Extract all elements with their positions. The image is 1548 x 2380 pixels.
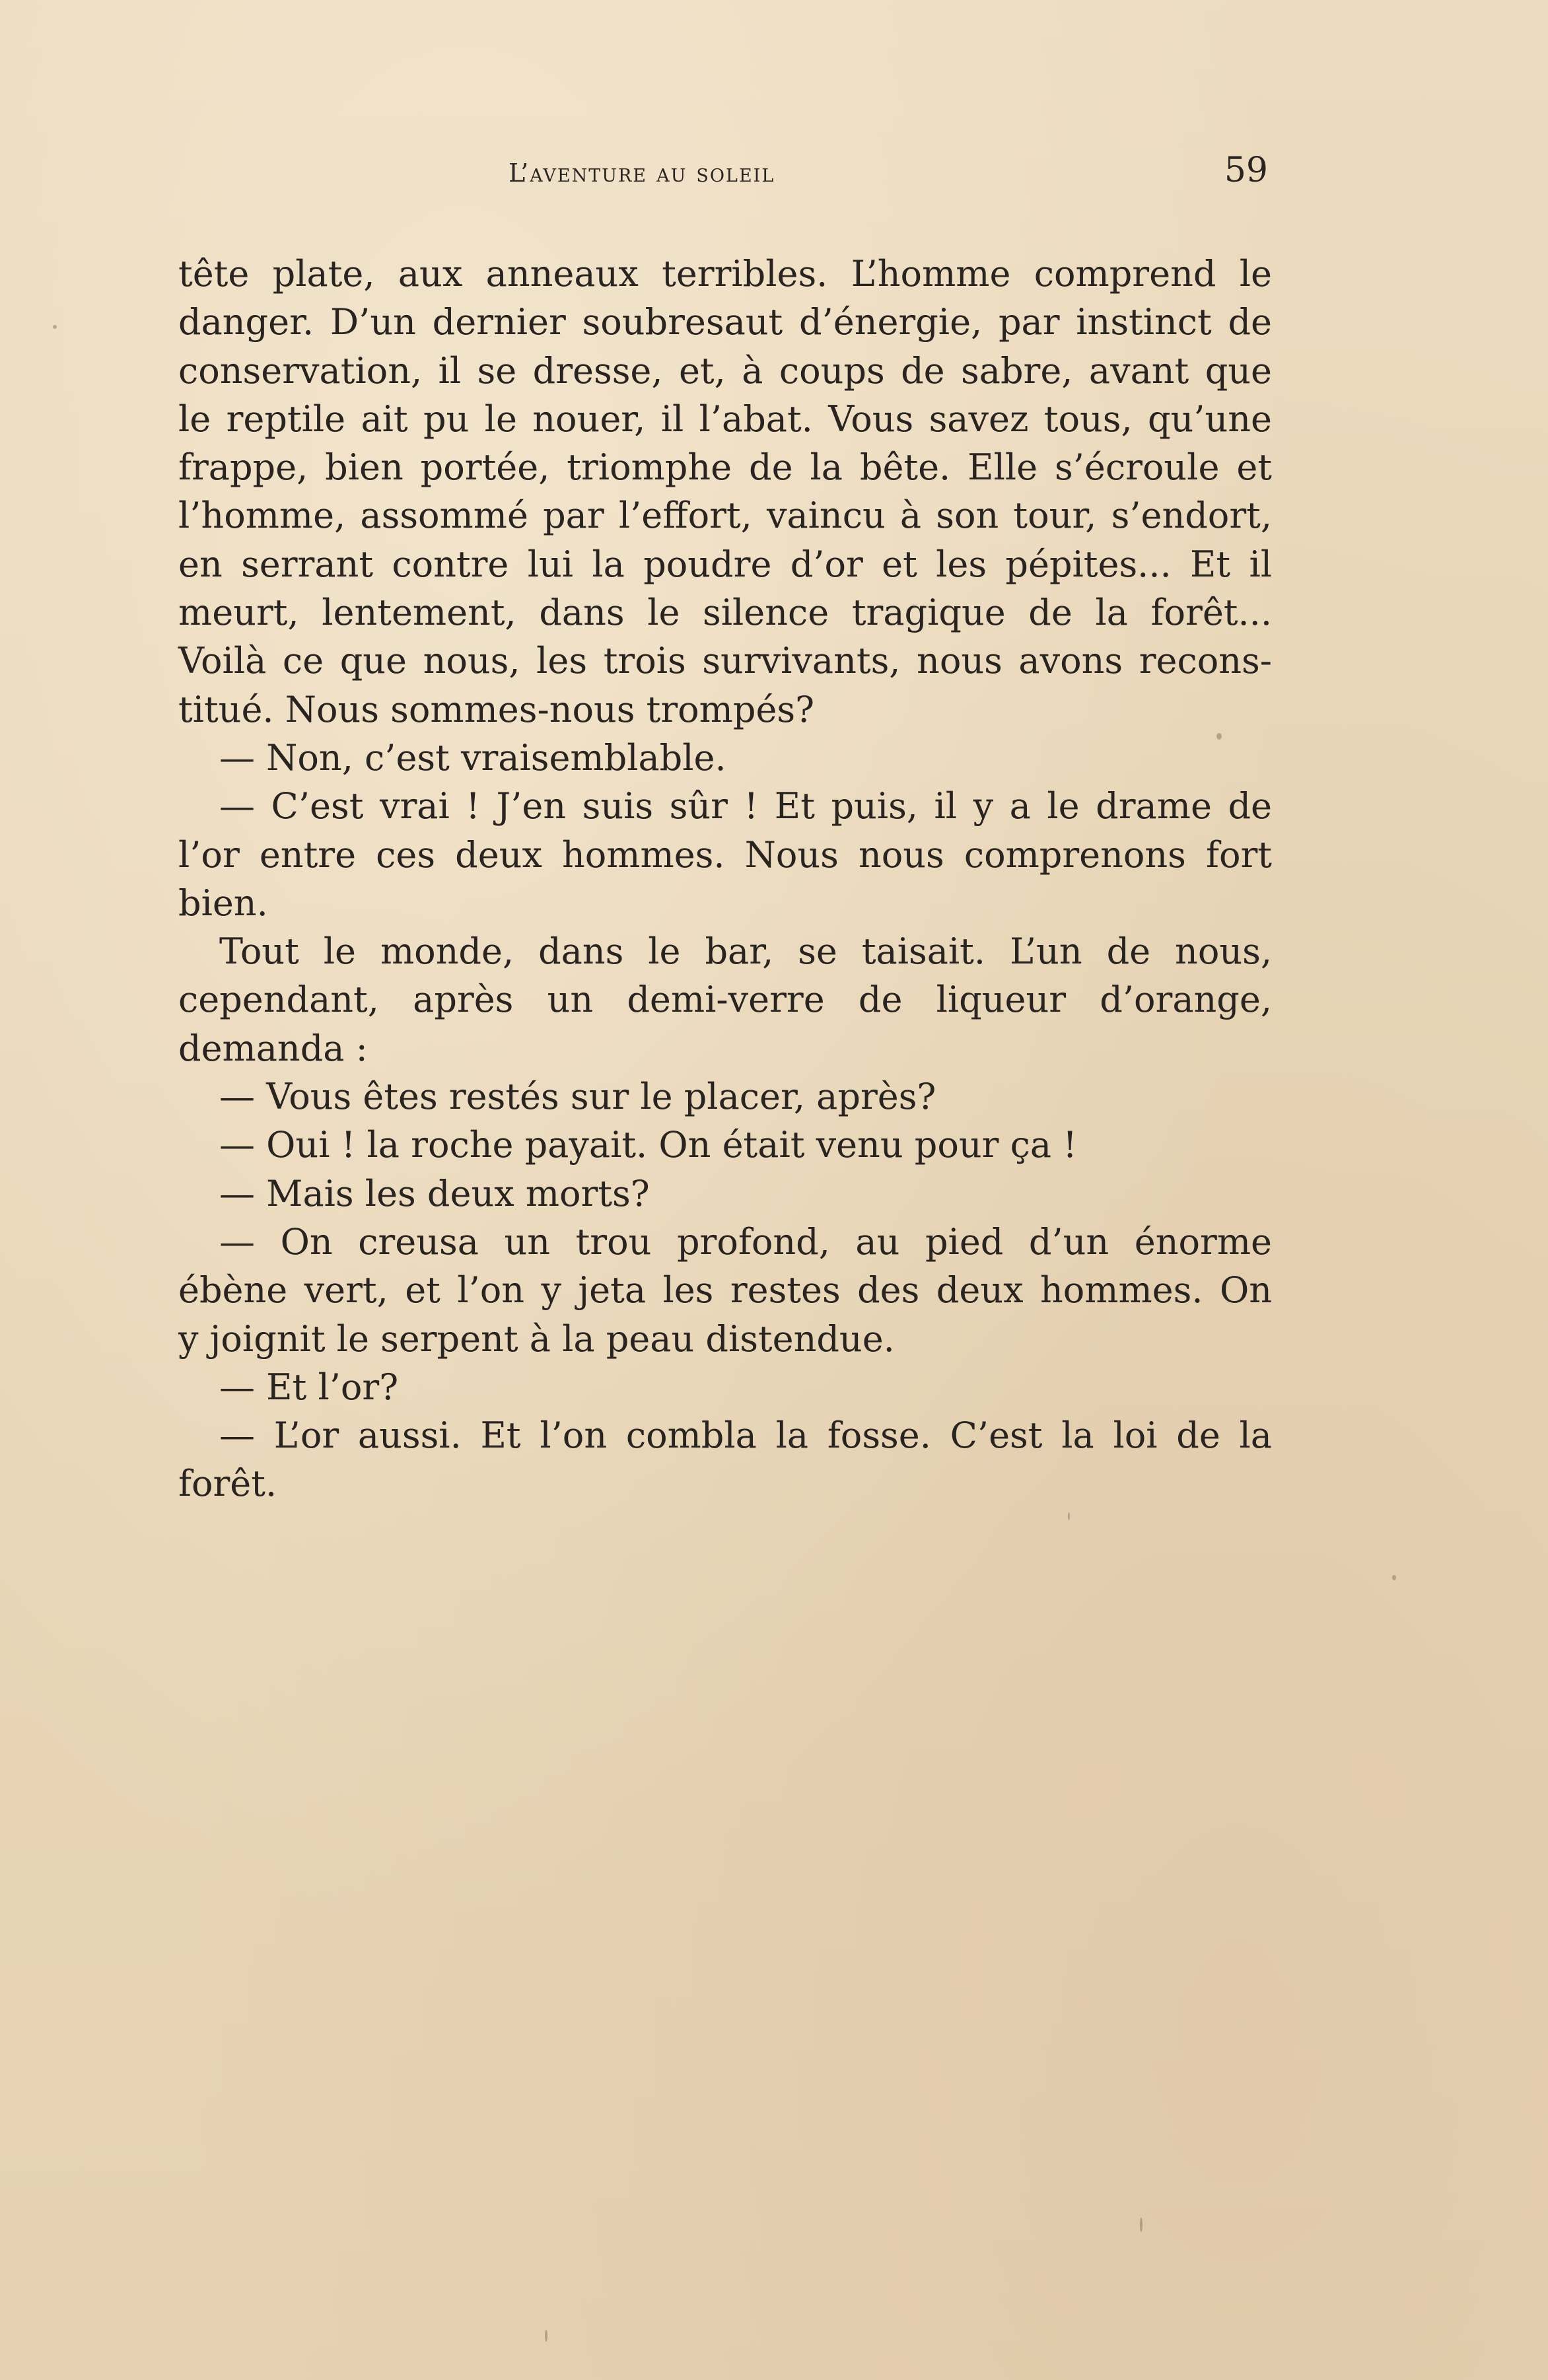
- text-line: l’or entre ces deux hommes. Nous nous comprenons fort: [178, 833, 1272, 876]
- paper-speck: [1392, 1575, 1396, 1580]
- dialogue-line: — Mais les deux morts?: [219, 1172, 650, 1214]
- page-number: 59: [1224, 151, 1268, 190]
- paper-speck: [53, 325, 57, 329]
- text-line: danger. D’un dernier soubresaut d’énergie, par instinct de: [178, 301, 1272, 343]
- paragraph-first-line: Tout le monde, dans le bar, se taisait. L’un de nous,: [219, 930, 1272, 973]
- text-line: l’homme, assommé par l’effort, vaincu à son tour, s’endort,: [178, 495, 1272, 537]
- dialogue-line: — C’est vrai ! J’en suis sûr ! Et puis, il y a le drame de: [219, 785, 1272, 827]
- dialogue-line: — On creusa un trou profond, au pied d’un énorme: [219, 1220, 1272, 1263]
- text-line: Voilà ce que nous, les trois survivants, nous avons recons-: [178, 640, 1272, 682]
- dialogue-line: — Vous êtes restés sur le placer, après?: [219, 1076, 936, 1118]
- dialogue-line: — Et l’or?: [219, 1366, 399, 1408]
- text-line: demanda :: [178, 1027, 368, 1069]
- text-line: frappe, bien portée, triomphe de la bête. Elle s’écroule et: [178, 446, 1272, 489]
- dialogue-line: — Oui ! la roche payait. On était venu pour ça !: [219, 1124, 1077, 1166]
- dialogue-line: — L’or aussi. Et l’on combla la fosse. C’est la loi de la: [219, 1415, 1272, 1457]
- paper-speck: [1068, 1512, 1070, 1520]
- paper-speck: [1216, 733, 1222, 740]
- running-title: L’aventure au soleil: [509, 158, 775, 188]
- text-line: titué. Nous sommes-nous trompés?: [178, 688, 815, 730]
- text-line: y joignit le serpent à la peau distendue.: [178, 1317, 895, 1360]
- page-header: [178, 151, 1268, 197]
- text-line: forêt.: [178, 1463, 277, 1505]
- body-text: [178, 250, 1272, 1508]
- dialogue-line: — Non, c’est vraisemblable.: [219, 736, 726, 779]
- text-line: meurt, lentement, dans le silence tragique de la forêt...: [178, 592, 1272, 634]
- paper-speck: [545, 2330, 547, 2342]
- text-line: tête plate, aux anneaux terribles. L’homme comprend le: [178, 253, 1272, 295]
- paper-speck: [1140, 2218, 1143, 2232]
- text-line: bien.: [178, 882, 268, 924]
- text-line: conservation, il se dresse, et, à coups de sabre, avant que: [178, 349, 1272, 392]
- text-line: le reptile ait pu le nouer, il l’abat. Vous savez tous, qu’une: [178, 398, 1272, 440]
- text-line: ébène vert, et l’on y jeta les restes des deux hommes. On: [178, 1269, 1272, 1312]
- text-line: en serrant contre lui la poudre d’or et les pépites... Et il: [178, 543, 1272, 585]
- text-line: cependant, après un demi-verre de liqueur d’orange,: [178, 979, 1272, 1021]
